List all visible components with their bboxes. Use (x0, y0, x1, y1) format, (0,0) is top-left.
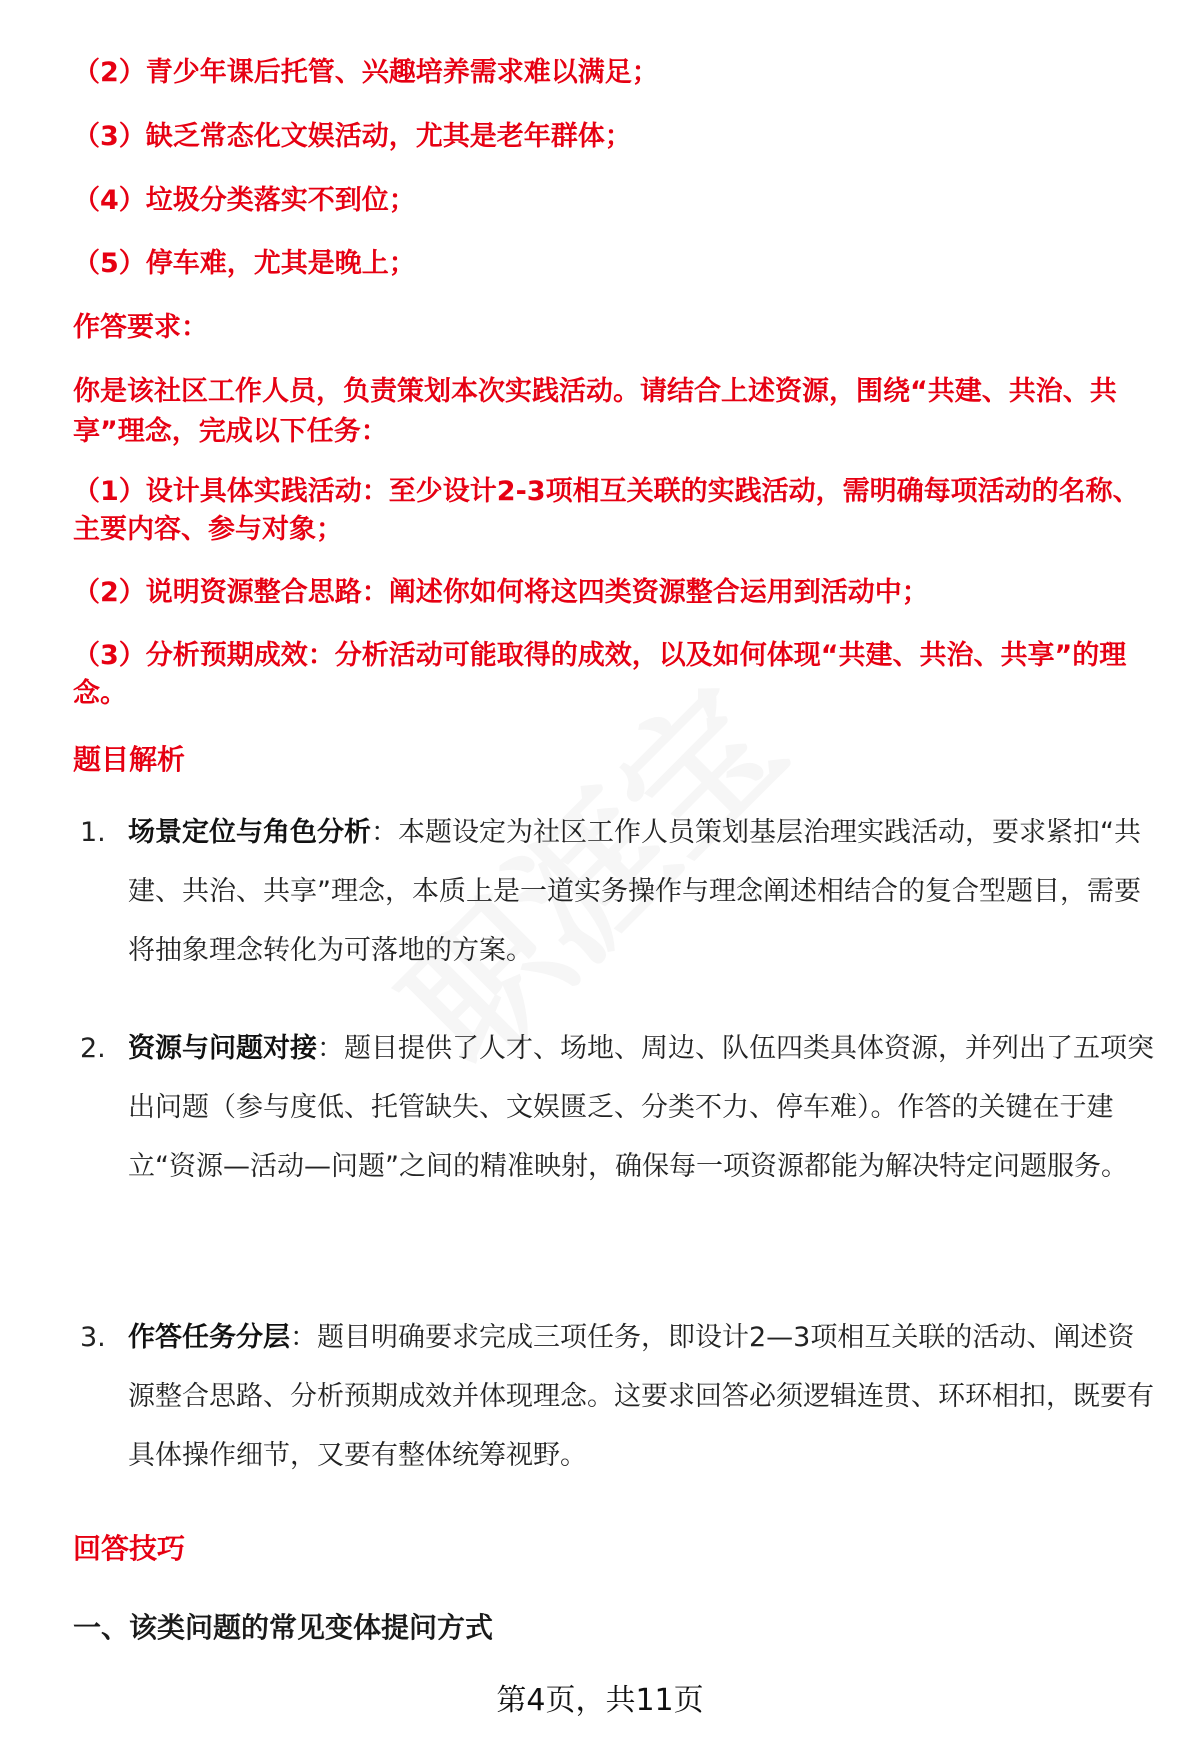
item-text: ：题目明确要求完成三项任务，即设计2—3项相互关联的活动、阐述资源整合思路、分析预期成效并体现理念。这要求回答必须逻辑连贯、环环相扣，既要有具体操作细节，又要有整体统筹视野。 (128, 1322, 1154, 1471)
list-number: 2. (80, 1033, 106, 1064)
list-number: 3. (80, 1322, 106, 1353)
list-body (128, 1308, 1158, 1485)
item-label: 作答任务分层 (128, 1322, 290, 1353)
task-item: （1）设计具体实践活动：至少设计2-3项相互关联的实践活动，需明确每项活动的名称、主要内容、参与对象； (73, 476, 1140, 545)
problem-item: （4）垃圾分类落实不到位； (73, 185, 416, 216)
tips-heading: 回答技巧 (73, 1532, 186, 1565)
item-text: ：题目提供了人才、场地、周边、队伍四类具体资源，并列出了五项突出问题（参与度低、托管缺失、文娱匮乏、分类不力、停车难）。作答的关键在于建立“资源—活动—问题”之间的精准映射，确保每一项资源都能为解决特定问题服务。 (128, 1033, 1154, 1182)
page-number: 第4页，共11页 (496, 1683, 704, 1718)
requirements-title: 作答要求： (73, 312, 208, 343)
problem-item: （5）停车难，尤其是晚上； (73, 248, 416, 279)
analysis-item (80, 1019, 1160, 1259)
task-item: （2）说明资源整合思路：阐述你如何将这四类资源整合运用到活动中； (73, 577, 929, 608)
analysis-item (80, 1308, 1160, 1488)
tips-subheading: 一、该类问题的常见变体提问方式 (73, 1611, 494, 1644)
item-text: ：本题设定为社区工作人员策划基层治理实践活动，要求紧扣“共建、共治、共享”理念，本质上是一道实务操作与理念阐述相结合的复合型题目，需要将抽象理念转化为可落地的方案。 (128, 817, 1141, 966)
task-item: （3）分析预期成效：分析活动可能取得的成效，以及如何体现“共建、共治、共享”的理念。 (73, 640, 1127, 709)
problem-item: （3）缺乏常态化文娱活动，尤其是老年群体； (73, 121, 632, 152)
item-label: 场景定位与角色分析 (128, 817, 371, 848)
analysis-heading: 题目解析 (73, 743, 186, 776)
list-number: 1. (80, 817, 106, 848)
list-body (128, 1019, 1158, 1196)
item-label: 资源与问题对接 (128, 1033, 317, 1064)
list-body (128, 803, 1158, 980)
requirements-intro: 你是该社区工作人员，负责策划本次实践活动。请结合上述资源，围绕“共建、共治、共享”理念，完成以下任务： (73, 376, 1117, 447)
analysis-item (80, 803, 1160, 983)
problem-item: （2）青少年课后托管、兴趣培养需求难以满足； (73, 57, 659, 88)
